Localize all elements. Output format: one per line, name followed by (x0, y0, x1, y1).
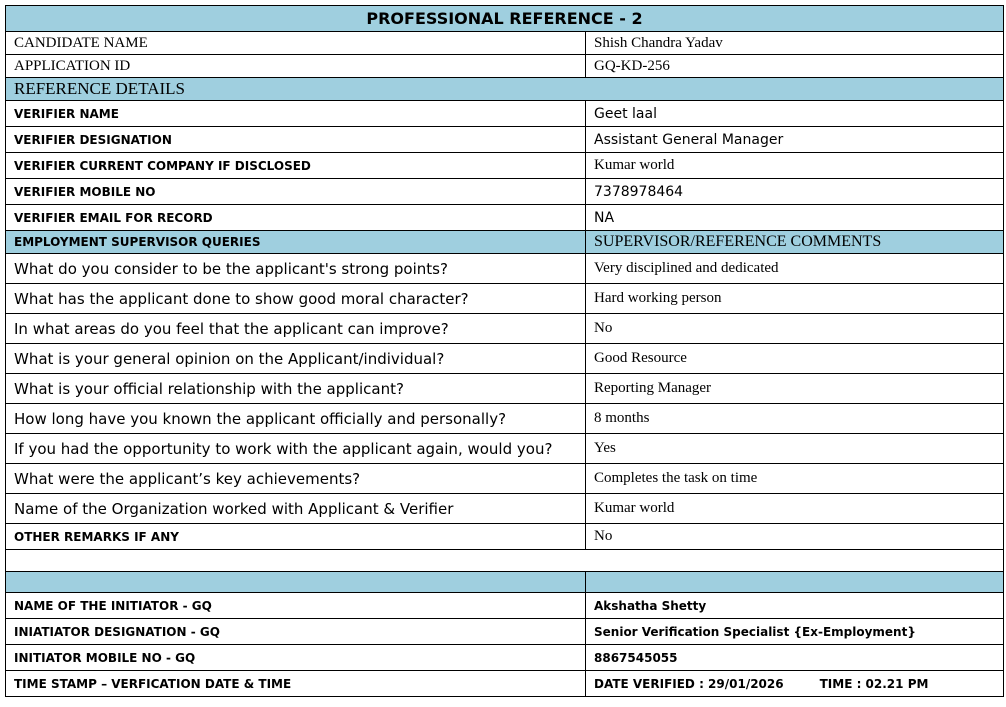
initiator-band-right (586, 572, 1004, 593)
query-question: What is your official relationship with the applicant? (6, 374, 586, 404)
query-answer: Very disciplined and dedicated (586, 254, 1004, 284)
query-question: In what areas do you feel that the applicant can improve? (6, 314, 586, 344)
verifier-label: VERIFIER NAME (6, 101, 586, 127)
verifier-value: Kumar world (586, 153, 1004, 179)
verifier-value: Assistant General Manager (586, 127, 1004, 153)
query-answer: Reporting Manager (586, 374, 1004, 404)
spacer-row (6, 550, 1004, 572)
query-question: If you had the opportunity to work with the applicant again, would you? (6, 434, 586, 464)
query-row (6, 314, 1004, 344)
title-row (6, 6, 1004, 32)
query-answer: Yes (586, 434, 1004, 464)
queries-heading-right: SUPERVISOR/REFERENCE COMMENTS (586, 231, 1004, 254)
application-id-value: GQ-KD-256 (586, 55, 1004, 78)
initiator-label: INIATIATOR DESIGNATION - GQ (6, 619, 586, 645)
reference-details-header-row (6, 78, 1004, 101)
query-row (6, 284, 1004, 314)
query-answer: 8 months (586, 404, 1004, 434)
query-answer: Kumar world (586, 494, 1004, 524)
candidate-name-row (6, 32, 1004, 55)
query-row (6, 494, 1004, 524)
query-row (6, 254, 1004, 284)
reference-form-table (5, 5, 1004, 697)
initiator-value: 8867545055 (586, 645, 1004, 671)
verifier-row (6, 205, 1004, 231)
query-question: What were the applicant’s key achievements? (6, 464, 586, 494)
application-id-label: APPLICATION ID (6, 55, 586, 78)
other-remarks-row (6, 524, 1004, 550)
initiator-label: NAME OF THE INITIATOR - GQ (6, 593, 586, 619)
initiator-label: INITIATOR MOBILE NO - GQ (6, 645, 586, 671)
spacer-cell (6, 550, 1004, 572)
form-title: PROFESSIONAL REFERENCE - 2 (6, 6, 1004, 32)
date-verified: DATE VERIFIED : 29/01/2026 (594, 676, 784, 691)
query-question: Name of the Organization worked with Applicant & Verifier (6, 494, 586, 524)
verifier-row (6, 179, 1004, 205)
reference-details-heading: REFERENCE DETAILS (6, 78, 1004, 101)
queries-heading-left: EMPLOYMENT SUPERVISOR QUERIES (6, 231, 586, 254)
verifier-row (6, 153, 1004, 179)
verifier-value: NA (586, 205, 1004, 231)
verifier-value: 7378978464 (586, 179, 1004, 205)
initiator-band-left (6, 572, 586, 593)
initiator-band-row (6, 572, 1004, 593)
initiator-value: Senior Verification Specialist {Ex-Employment} (586, 619, 1004, 645)
query-row (6, 404, 1004, 434)
query-row (6, 434, 1004, 464)
query-row (6, 464, 1004, 494)
queries-header-row (6, 231, 1004, 254)
other-remarks-label: OTHER REMARKS IF ANY (6, 524, 586, 550)
timestamp-label: TIME STAMP – VERFICATION DATE & TIME (6, 671, 586, 697)
verifier-row (6, 101, 1004, 127)
candidate-name-label: CANDIDATE NAME (6, 32, 586, 55)
verifier-label: VERIFIER EMAIL FOR RECORD (6, 205, 586, 231)
query-answer: Completes the task on time (586, 464, 1004, 494)
timestamp-value (586, 671, 1004, 697)
time-verified: TIME : 02.21 PM (819, 676, 929, 691)
verifier-label: VERIFIER MOBILE NO (6, 179, 586, 205)
query-question: What do you consider to be the applicant's strong points? (6, 254, 586, 284)
query-answer: No (586, 314, 1004, 344)
verifier-value: Geet laal (586, 101, 1004, 127)
other-remarks-value: No (586, 524, 1004, 550)
query-question: What is your general opinion on the Applicant/individual? (6, 344, 586, 374)
query-answer: Hard working person (586, 284, 1004, 314)
application-id-row (6, 55, 1004, 78)
verifier-row (6, 127, 1004, 153)
query-question: How long have you known the applicant officially and personally? (6, 404, 586, 434)
initiator-row (6, 619, 1004, 645)
query-answer: Good Resource (586, 344, 1004, 374)
query-row (6, 374, 1004, 404)
timestamp-row (6, 671, 1004, 697)
verifier-label: VERIFIER DESIGNATION (6, 127, 586, 153)
query-question: What has the applicant done to show good moral character? (6, 284, 586, 314)
initiator-row (6, 593, 1004, 619)
query-row (6, 344, 1004, 374)
verifier-label: VERIFIER CURRENT COMPANY IF DISCLOSED (6, 153, 586, 179)
initiator-row (6, 645, 1004, 671)
candidate-name-value: Shish Chandra Yadav (586, 32, 1004, 55)
initiator-value: Akshatha Shetty (586, 593, 1004, 619)
